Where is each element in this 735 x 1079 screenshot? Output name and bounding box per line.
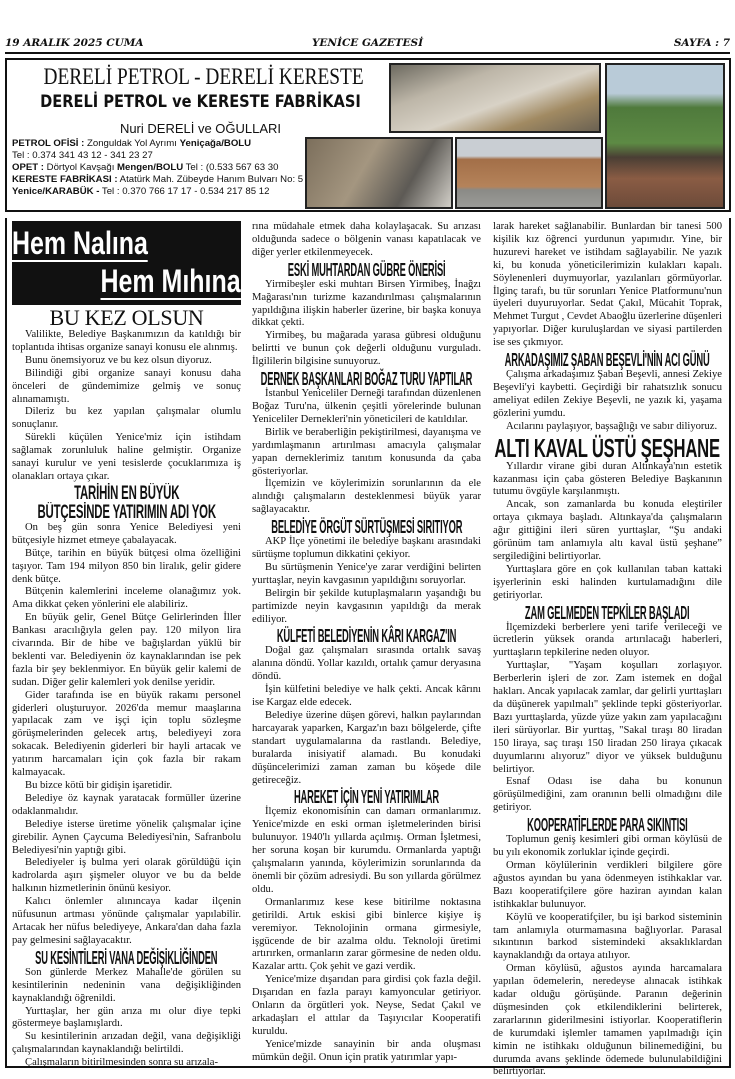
article-headline bbox=[12, 501, 241, 523]
ad-title-text: DERELİ PETROL - DERELİ KERESTE bbox=[43, 64, 364, 89]
article-paragraph: Bilindiği gibi organize sanayi konusu daha önceleri de gündemimize gelmiş ve sonuç alınamamıştı. bbox=[12, 367, 241, 405]
article-paragraph: İşin külfetini belediye ve halk çekti. Ancak kârını ise Kargaz elde edecek. bbox=[252, 684, 481, 709]
article-paragraph: Belediye öz kaynak yaratacak formüller üzerine odaklanmalıdır. bbox=[12, 792, 241, 817]
ad-contact-label: OPET : bbox=[12, 162, 44, 173]
ad-contact-line bbox=[12, 138, 303, 150]
article-paragraph: En büyük gelir, Genel Bütçe Gelirlerinden İller Bankası aracılığıyla gelen pay. 120 milyon lira civarında. Bir de hibe ve bağışlardan yüklü bir beklenti var. Belediyenin öz kaynaklarından ise pek fazla bir şey beklenmiyor. En büyük gelir kalemi de sudan. Diğer gelir kalemleri yok denilse yeridir. bbox=[12, 612, 241, 688]
photo-sawmill-with-logs bbox=[605, 63, 725, 209]
page-header bbox=[5, 36, 730, 54]
article-headline bbox=[12, 482, 241, 504]
article-headline bbox=[252, 627, 481, 645]
ad-contact-line bbox=[12, 162, 303, 174]
article-paragraph: Su kesintilerinin arızadan değil, vana değişikliği çalışmalarından kaynaklandığı belirtildi. bbox=[12, 1031, 241, 1056]
headline-text: BÜTÇESİNDE YATIRIMIN ADI YOK bbox=[37, 501, 216, 523]
article-paragraph: Doğal gaz çalışmaları sırasında ortalık savaş alanına döndü. Yollar kazıldı, ortalık çamur deryasına döndü. bbox=[252, 645, 481, 683]
ad-contacts bbox=[12, 138, 303, 198]
article-paragraph: Ormanlarımız kese kese bitirilme noktasına getirildi. Artık eskisi gibi binlerce kişiye iş veremiyor. Teknolojinin ormana girmesiyle, işgücende de bir azalma oldu. Teknoloji üretimi artırırken, ormanların zarar görmesine de neden oldu. Kazalar arttı. Çok şehit ve gazi verdik. bbox=[252, 896, 481, 973]
article-paragraph: rına müdahale etmek daha kolaylaşacak. Su arızası olduğunda sadece o bölgenin vanası kapatılacak ve diğer yerler etkilenmeyecek. bbox=[252, 221, 481, 258]
ad-title bbox=[13, 64, 388, 90]
ad-contact-bold2: Yeniçağa/BOLU bbox=[179, 138, 252, 149]
banner-line-1: Hem Nalına bbox=[12, 225, 148, 261]
headline-text: ALTI KAVAL ÜSTÜ ŞEŞHANE bbox=[494, 432, 721, 463]
article-paragraph: Yurttaşlar, her gün arıza mı olur diye tepki göstermeye başlamışlardı. bbox=[12, 1005, 241, 1030]
headline-text: KÜLFETİ BELEDİYENİN KÂRI KARGAZ'IN bbox=[276, 626, 457, 647]
article-paragraph: Yirmibeşler eski muhtarı Birsen Yirmibeş, İnağzı Mağarası'nın turizme kazandırılması çalışmalarının yapıldığına ilişkin haberler üzerine, bir başka konuya dikkat çekti. bbox=[252, 278, 481, 329]
ad-contact-bold2: Mengen/BOLU bbox=[117, 162, 184, 173]
ad-contact-text: Tel : 0.370 766 17 17 - 0.534 217 85 12 bbox=[99, 186, 270, 197]
headline-text: TARİHİN EN BÜYÜK bbox=[73, 482, 180, 504]
article-paragraph: Bütçe, tarihin en büyük bütçesi olma özelliğini taşıyor. Tam 194 milyon 850 bin liralık, gelir gidere denk bütçe. bbox=[12, 547, 241, 585]
column-2 bbox=[252, 221, 481, 1065]
article-paragraph: Yenice'mizde sanayinin bir anda oluşması mümkün değil. Onun için pratik yatırımlar yapı- bbox=[252, 1038, 481, 1063]
article-headline bbox=[493, 432, 722, 463]
article-headline bbox=[493, 604, 722, 622]
article-paragraph: Esnaf Odası ise daha bu konunun görüşülmediğini, zam oranının belli olmadığını dile getiriyor. bbox=[493, 776, 722, 814]
article-paragraph: Yirmibeş, bu mağarada yarasa gübresi olduğunu belirtti ve bunun çok değerli olduğunu vurguladı. İlgililerin bilgisine sunuyoruz. bbox=[252, 330, 481, 368]
article-paragraph: Belediye üzerine düşen görevi, halkın paylarından harcayarak yaparken, Kargaz'ın bazı bölgelerde, çifte standart uygulamalarına da rastlandı. Belediye, buralarda inisiyatif alamadı. Bu konudaki düşüncelerimizi zaman zaman bu köşede dile getireceğiz. bbox=[252, 710, 481, 786]
article-paragraph: Acılarını paylaşıyor, başsağlığı ve sabır diliyoruz. bbox=[506, 420, 718, 432]
headline-text: BU KEZ OLSUN bbox=[49, 305, 204, 330]
article-paragraph: Bütçenin kalemlerini inceleme olanağımız yok. Ama dikkat çeken yönlerini ele alabiliriz. bbox=[12, 586, 241, 611]
article-headline bbox=[12, 949, 241, 967]
article-paragraph: Orman köylüsü, ağustos ayında harcamalara yapılan ödemelerin, neredeyse alınacak istihkak kadar olduğu görüşünde. Paranın değerinin düşmesinden çok etkilendiklerini belirterek, zararlarının giderilmesini istiyorlar. Kooperatiflerin de kurumdaki işlemler tamamen yapılmadığı için kimin ne istihkakı olduğunun bilinemediğini, bu durumda avans şeklinde ödemede bulunulabildiğini belirtiyorlar. bbox=[493, 963, 722, 1078]
article-paragraph: Valilikte, Belediye Başkanımızın da katıldığı bir toplantıda ihtisas organize sanayi konusu ele alınmış. bbox=[12, 329, 241, 353]
article-paragraph: İlçemizin ve köylerimizin sorunlarının da ele alındığı çalışmaların desteklenmesi büyük yarar sağlayacaktır. bbox=[252, 478, 481, 516]
article-headline bbox=[252, 370, 481, 388]
advertisement bbox=[5, 58, 731, 212]
column-1 bbox=[12, 221, 241, 1070]
issue-date: 19 ARALIK 2025 CUMA bbox=[5, 37, 144, 49]
article-paragraph: Orman köylülerinin verdikleri bilgilere göre ağustos ayından bu yana ödenmeyen istihkaklar var. Bazı kooperatifçilere göre haziran ayından kalan istihkaklar bulunuyor. bbox=[493, 859, 722, 910]
article-paragraph: larak hareket sağlanabilir. Bunlardan bir tanesi 500 kişilik kız öğrenci yurdunun yapımıdır. Yine, bir huzurevi hareket ve istihdam sağlayabilir. Ne yazık ki, bu konuda yöneticilerimizin kulakları kapalı. Söylenenleri duymuyorlar, yazılanları görmüyorlar. İlginç tarafı, bu tür sorunları Yenice Platformunu'nun üyeleri duyuruyorlar. Sedat Çakıl, Mücahit Toprak, Mehmet Turgut , Cevdet Abaoğlu üzerlerine düşenleri yapıyorlar. Diğer kuruluşlardan ve siyasi partilerden ise ses çıkmıyor. bbox=[493, 221, 723, 349]
ad-contact-text: Atatürk Mah. Zübeyde Hanım Bulvarı No: 5 bbox=[117, 174, 304, 185]
photo-timber-yard-aerial bbox=[389, 63, 601, 133]
article-paragraph: Bunu önemsiyoruz ve bu kez olsun diyoruz. bbox=[25, 354, 212, 366]
article-headline bbox=[12, 307, 241, 329]
ad-contact-text: Tel : 0.374 341 43 12 - 341 23 27 bbox=[12, 150, 153, 161]
article-paragraph: Yurttaşlara göre en çok kullanılan taban kattaki işyerlerinin eski halinden kurtulamadığını dile getiriyorlar. bbox=[493, 563, 722, 601]
headline-text: DERNEK BAŞKANLARI BOĞAZ TURU YAPTILAR bbox=[260, 369, 473, 390]
article-headline bbox=[252, 518, 481, 536]
ad-contact-line bbox=[12, 150, 303, 162]
article-paragraph: Çalışma arkadaşımız Şaban Beşevli, annesi Zekiye Beşevli'yi kaybetti. Geçirdiği bir rahatsızlık sonucu ameliyat edilen Zekiye Beşevli, ne yazık ki, yaşama gözlerini yumdu. bbox=[493, 369, 722, 419]
headline-text: HAREKET İÇİN YENİ YATIRIMLAR bbox=[293, 787, 440, 808]
headline-text: SU KESİNTİLERİ VANA DEĞİŞİKLİĞİNDEN bbox=[35, 947, 218, 968]
newspaper-name: YENİCE GAZETESİ bbox=[311, 37, 424, 49]
article-paragraph: Bu sürtüşmenin Yenice'ye zarar verdiğini belirten yurttaşlar, neyin kavgasının yapıldığını soruyorlar. bbox=[252, 561, 481, 586]
ad-contact-line bbox=[12, 186, 303, 198]
headline-text: ESKİ MUHTARDAN GÜBRE ÖNERİSİ bbox=[287, 259, 446, 280]
article-paragraph: Dileriz bu kez yapılan çalışmalar olumlu sonuçlanır. bbox=[12, 406, 241, 431]
headline-text: ARKADAŞIMIZ ŞABAN BEŞEVLİ'NİN ACI GÜNÜ bbox=[505, 350, 711, 371]
ad-subtitle bbox=[13, 92, 388, 112]
article-paragraph: On beş gün sonra Yenice Belediyesi yeni bütçesiyle hizmet etmeye çabalayacak. bbox=[12, 521, 241, 546]
ad-contact-text: Zonguldak Yol Ayrımı bbox=[84, 138, 180, 149]
article-paragraph: Ancak, son zamanlarda bu konuda eleştiriler ortaya çıkmaya başladı. Altınkaya'da çalışmaların ağır gittiğini ileri süren yurttaşlar, “Şu andaki görünüm tam anlamıyla altı kaval üstü şeşhane” sergilediğini belirtiyorlar. bbox=[493, 499, 722, 562]
ad-owner: Nuri DERELİ ve OĞULLARI bbox=[119, 121, 282, 136]
photo-timber-yard-street bbox=[305, 137, 453, 209]
article-paragraph: Bu bizce kötü bir gidişin işaretidir. bbox=[25, 780, 173, 791]
article-headline bbox=[252, 788, 481, 806]
ad-contact-line bbox=[12, 174, 303, 186]
headline-text: ZAM GELMEDEN TEPKİLER BAŞLADI bbox=[525, 602, 690, 623]
article-paragraph: Sürekli küçülen Yenice'miz için istihdam sağlamak zorunluluk haline gelmiştir. Organize sanayi kurulur ve yeni tesislerde çocuklarımıza iş olanakları ortaya çıkar. bbox=[12, 432, 241, 482]
article-paragraph: Yenice'mize dışarıdan para girdisi çok fazla değil. Dışarıdan en fazla parayı kamyoncular getiriyor. Onların da örgütleri yok. Neyse, Sedat Çakıl ve arkadaşları el attılar da Taşıyıcılar Kooperatifi kuruldu. bbox=[252, 974, 481, 1037]
article-paragraph: Belediye isterse üretime yönelik çalışmalar içine girebilir. Aynen Çaycuma Belediyesi'nin, Safranbolu Belediyesi'nin yaptığı gibi. bbox=[12, 818, 241, 856]
article-paragraph: İlçemiz ekonomisinin can damarı ormanlarımız. Yenice'mizde en eski orman işletmelerinden birisi bulunuyor. 1940'lı yıllarda açılmış. Orman İşletmesi, her soruna koşan bir kurumdu. Ormanlarda yaptığı çalışmaların yanında, köylerimizin sorunlarında da önemli bir çözüm adresiydi. Bu son yıllarda görülmez oldu. bbox=[252, 806, 481, 895]
article-headline bbox=[252, 261, 481, 279]
ad-contact-label: Yenice/KARABÜK - bbox=[12, 186, 100, 197]
article-paragraph: Birlik ve beraberliğin pekiştirilmesi, dayanışma ve yardımlaşmanın artırılması amacıyla çalışmalar yapan derneklerimiz tanıtım konusunda da çaba gösteriyorlar. bbox=[252, 426, 481, 477]
article-paragraph: Belirgin bir şekilde kutuplaşmaların yaşandığı bu partimizde neyin kavgasının yapıldığı da merak ediliyor. bbox=[252, 587, 481, 625]
page-number: SAYFA : 7 bbox=[673, 37, 730, 49]
article-headline bbox=[493, 351, 722, 369]
column-banner bbox=[12, 221, 241, 305]
article-paragraph: Toplumun geniş kesimleri gibi orman köylüsü de bu yılı ekonomik zorluklar içinde geçirdi. bbox=[493, 834, 722, 859]
photo-lumber-stacks bbox=[455, 137, 603, 209]
articles-section bbox=[5, 218, 731, 1078]
article-paragraph: Kalıcı önlemler alınıncaya kadar ilçenin nüfusunun artması yönünde çalışmalar yapılabilir. Artacak her nüfus belediyeye, Ankara'dan daha fazla pay gelmesini sağlayacaktır. bbox=[12, 896, 241, 946]
article-paragraph: Son günlerde Merkez Mahalle'de görülen su kesintilerinin nedeninin vana değişikliğinden kaynaklandığı öğrenildi. bbox=[12, 966, 241, 1004]
ad-contact-tail: Tel : (0.533 567 63 30 bbox=[183, 162, 279, 173]
ad-contact-label: KERESTE FABRİKASI : bbox=[12, 174, 118, 185]
ad-subtitle-text: DERELİ PETROL ve KERESTE FABRİKASI bbox=[40, 92, 361, 112]
article-paragraph: Çalışmaların bitirilmesinden sonra su arızala- bbox=[25, 1057, 218, 1069]
article-headline bbox=[493, 816, 722, 834]
banner-line-2: Hem Mıhına bbox=[100, 263, 241, 299]
article-paragraph: İlçemizdeki berberlere yeni tarife verileceği ve ücretlerin yüksek oranda artırılacağı haberleri, yurttaşların tepkilerine neden oluyor. bbox=[493, 621, 722, 659]
headline-text: KOOPERATİFLERDE PARA SIKINTISI bbox=[527, 815, 688, 836]
article-paragraph: Yıllardır virane gibi duran Altınkaya'nın estetik kazanması için çaba gösteren Belediye Başkanının tutumu övgüyle karşılanmıştı. bbox=[493, 460, 722, 498]
article-paragraph: Gider tarafında ise en büyük rakamı personel giderleri oluşturuyor. 2026'da memur maaşlarına yapılacak zam ve işçi için toplu sözleşme görüşmelerinden gelecek artış, belediyeyi zora sokacak. Belediyenin giderleri bir hayli artacak ve yatırım harcamaları için çok fazla bir rakam kalmayacak. bbox=[12, 689, 241, 779]
article-paragraph: AKP İlçe yönetimi ile belediye başkanı arasındaki sürtüşme toplumun dikkatini çekiyor. bbox=[252, 536, 481, 561]
ad-contact-label: PETROL OFİSİ : bbox=[12, 138, 85, 149]
article-paragraph: Yurttaşlar, "Yaşam koşulları zorlaşıyor. Berberlerin işleri de zor. Zam istemek en doğal hakları. Ancak yapılacak zamlar, dar gelirli yurttaşları da düşünerek yapılmalı" şeklinde tepki gösteriyorlar. Bazı yurttaşlarda, yüzde yüze yakın zam yapılacağını ileri sürüyorlar. Bir yurttaş, "Sakal tıraşı 80 liradan 150 liraya, saç tıraşı 150 liradan 250 liraya çıkacak duyumlarını alıyoruz" diyor ve yüksek bulduğunu belirtiyor. bbox=[493, 660, 722, 775]
article-paragraph: Köylü ve kooperatifçiler, bu işi barkod sisteminin tam anlamıyla oturmamasına bağlıyorlar. Parasal sıkıntının barkod sistemindeki aksaklıklardan kaynaklandığı da ortaya atılıyor. bbox=[493, 911, 722, 962]
article-paragraph: İstanbul Yeniceliler Derneği tarafından düzenlenen Boğaz Turu'na, ülkenin çeşitli yörelerinde bulunan Yeniceliler Dernekleri'nin yöneticileri de katıldılar. bbox=[252, 388, 481, 425]
column-3 bbox=[493, 221, 722, 1079]
ad-contact-text: Dörtyol Kavşağı bbox=[43, 162, 118, 173]
headline-text: BELEDİYE ÖRGÜT SÜRTÜŞMESİ SIRITIYOR bbox=[270, 517, 463, 538]
article-paragraph: Belediyeler iş bulma yeri olarak görüldüğü için kadrolarda aşırı şişmeler oluyor ve bu da belde halkının hizmetlerinin önünü kesiyor. bbox=[12, 857, 241, 895]
